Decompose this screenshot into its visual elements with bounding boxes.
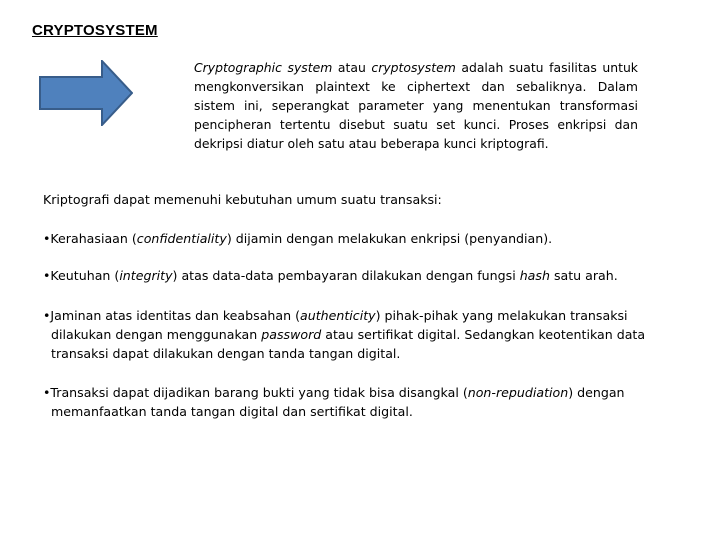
page-title: CRYPTOSYSTEM: [32, 22, 158, 39]
list-item-integrity: •Keutuhan (integrity) atas data-data pembayaran dilakukan dengan fungsi hash satu arah.: [43, 268, 618, 283]
list-item-authenticity: •Jaminan atas identitas dan keabsahan (authenticity) pihak-pihak yang melakukan transaksi dilakukan dengan menggunakan password atau sertifikat digital. Sedangkan keotentikan data transaksi dapat dilakukan dengan tanda tangan digital.: [43, 308, 646, 361]
right-arrow-icon: [39, 60, 133, 126]
intro-paragraph: Cryptographic system atau cryptosystem adalah suatu fasilitas untuk mengkonversikan plaintext ke ciphertext dan sebaliknya. Dalam sistem ini, seperangkat parameter yang menentukan transformasi pencipheran tertentu disebut suatu set kunci. Proses enkripsi dan dekripsi diatur oleh satu atau beberapa kunci kriptografi.: [194, 60, 638, 151]
list-item-non-repudiation: •Transaksi dapat dijadikan barang bukti yang tidak bisa disangkal (non-repudiation) dengan memanfaatkan tanda tangan digital dan sertifikat digital.: [43, 385, 625, 419]
list-item-confidentiality: •Kerahasiaan (confidentiality) dijamin dengan melakukan enkripsi (penyandian).: [43, 231, 553, 246]
lead-text: Kriptografi dapat memenuhi kebutuhan umum suatu transaksi:: [43, 192, 442, 207]
